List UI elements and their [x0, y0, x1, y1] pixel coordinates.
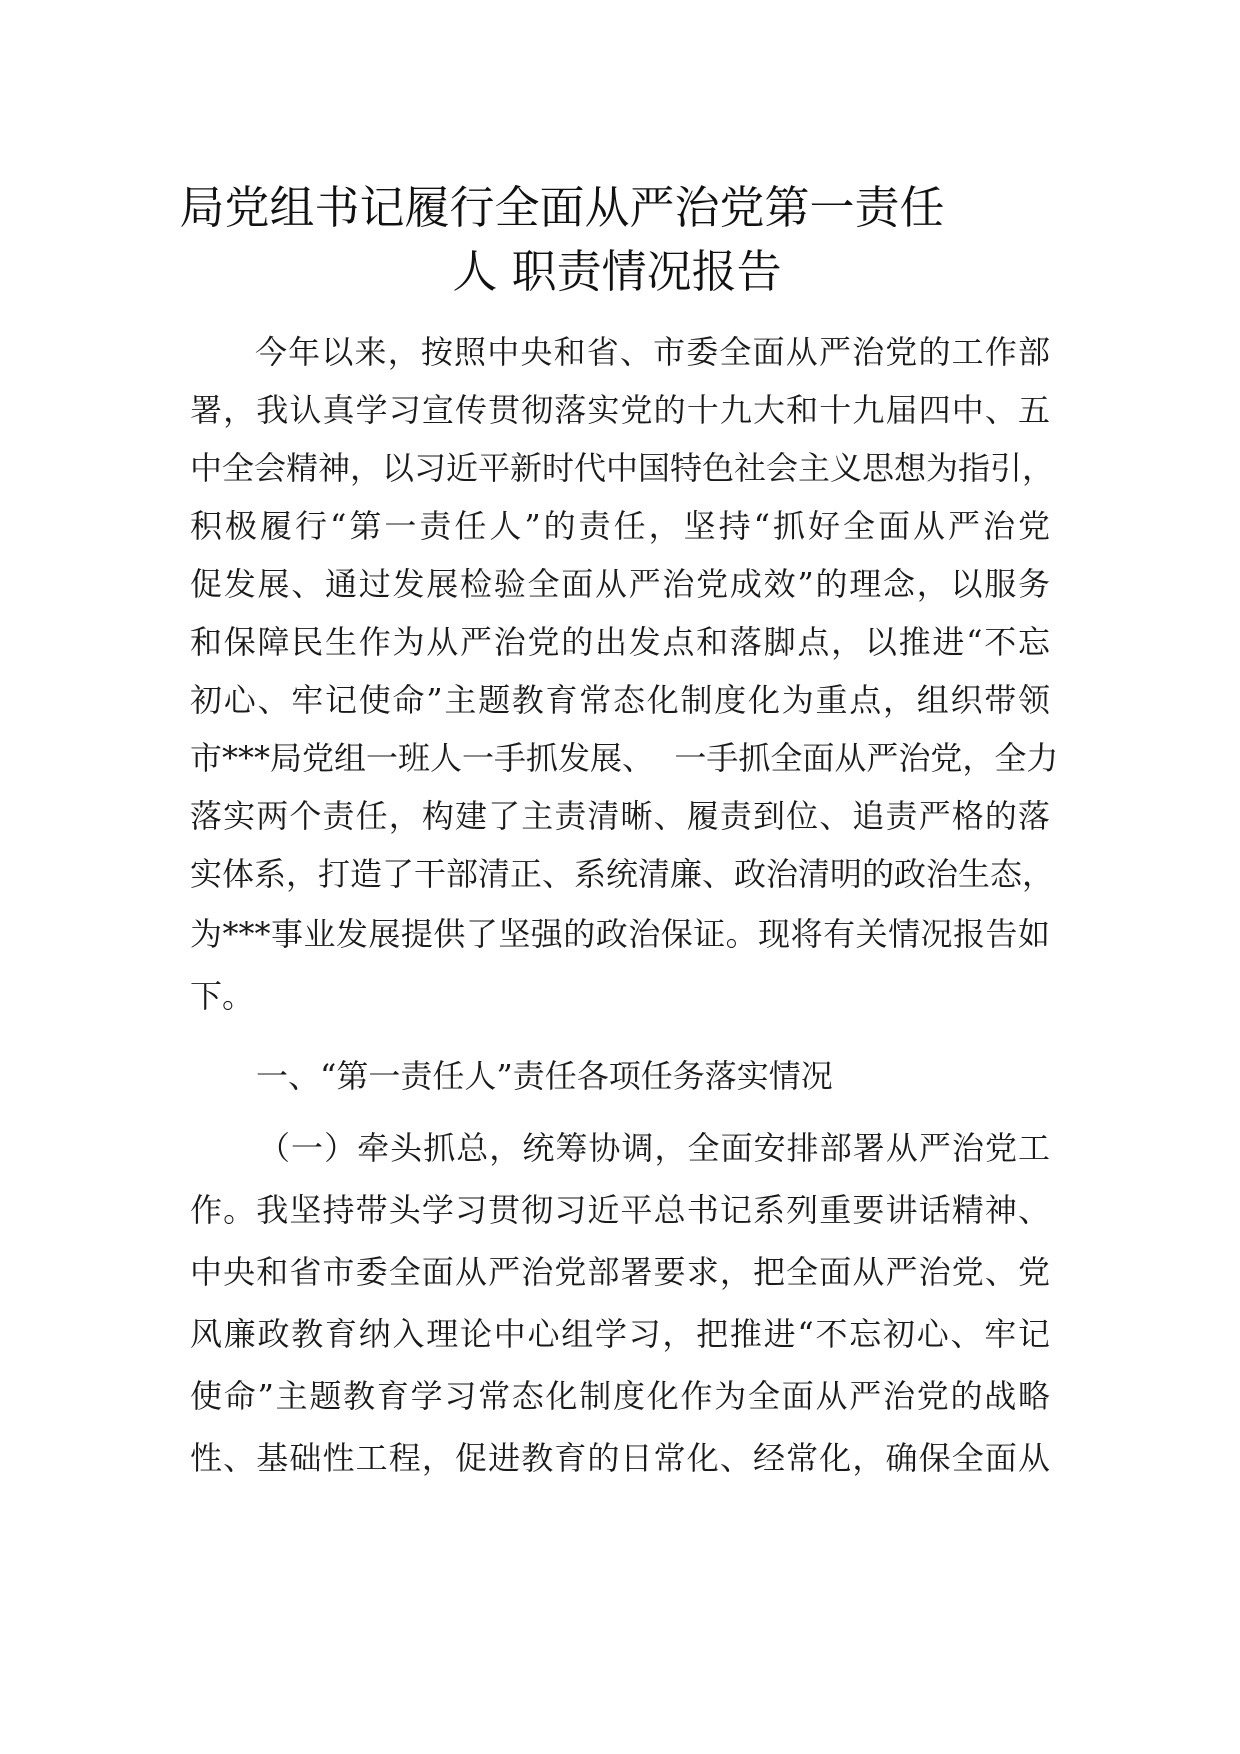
- subsection-heading: （一）牵头抓总，统筹协调，全面安排部署从严治党工: [258, 1129, 1050, 1167]
- paragraph-line: 使命”主题教育学习常态化制度化作为全面从严治党的战略: [190, 1377, 1050, 1415]
- paragraph-line: 作。我坚持带头学习贯彻习近平总书记系列重要讲话精神、: [190, 1191, 1050, 1229]
- document-title-line-2: 人 职责情况报告: [452, 245, 782, 298]
- paragraph-line: 中全会精神，以习近平新时代中国特色社会主义思想为指引，: [190, 449, 1055, 487]
- paragraph-line: 署，我认真学习宣传贯彻落实党的十九大和十九届四中、五: [190, 391, 1050, 429]
- paragraph-line: 市***局党组一班人一手抓发展、 一手抓全面从严治党，全力: [190, 739, 1059, 777]
- paragraph-line: 促发展、通过发展检验全面从严治党成效”的理念，以服务: [190, 565, 1050, 603]
- paragraph-line: 为***事业发展提供了坚强的政治保证。现将有关情况报告如: [190, 915, 1050, 953]
- paragraph-line: 和保障民生作为从严治党的出发点和落脚点，以推进“不忘: [190, 623, 1050, 661]
- paragraph-line: 初心、牢记使命”主题教育常态化制度化为重点，组织带领: [190, 681, 1050, 719]
- paragraph-line: 风廉政教育纳入理论中心组学习，把推进“不忘初心、牢记: [190, 1315, 1050, 1353]
- paragraph-line: 实体系，打造了干部清正、系统清廉、政治清明的政治生态，: [190, 855, 1055, 893]
- paragraph-line: 中央和省市委全面从严治党部署要求，把全面从严治党、党: [190, 1253, 1050, 1291]
- paragraph-line: 积极履行“第一责任人”的责任，坚持“抓好全面从严治党: [190, 507, 1050, 545]
- paragraph-line: 性、基础性工程，促进教育的日常化、经常化，确保全面从: [190, 1439, 1050, 1477]
- paragraph-line: 今年以来，按照中央和省、市委全面从严治党的工作部: [255, 333, 1050, 371]
- section-heading: 一、“第一责任人”责任各项任务落实情况: [256, 1057, 833, 1095]
- paragraph-line: 落实两个责任，构建了主责清晰、履责到位、追责严格的落: [190, 797, 1050, 835]
- paragraph-line: 下。: [190, 977, 255, 1015]
- document-title-line-1: 局党组书记履行全面从严治党第一责任: [179, 181, 945, 234]
